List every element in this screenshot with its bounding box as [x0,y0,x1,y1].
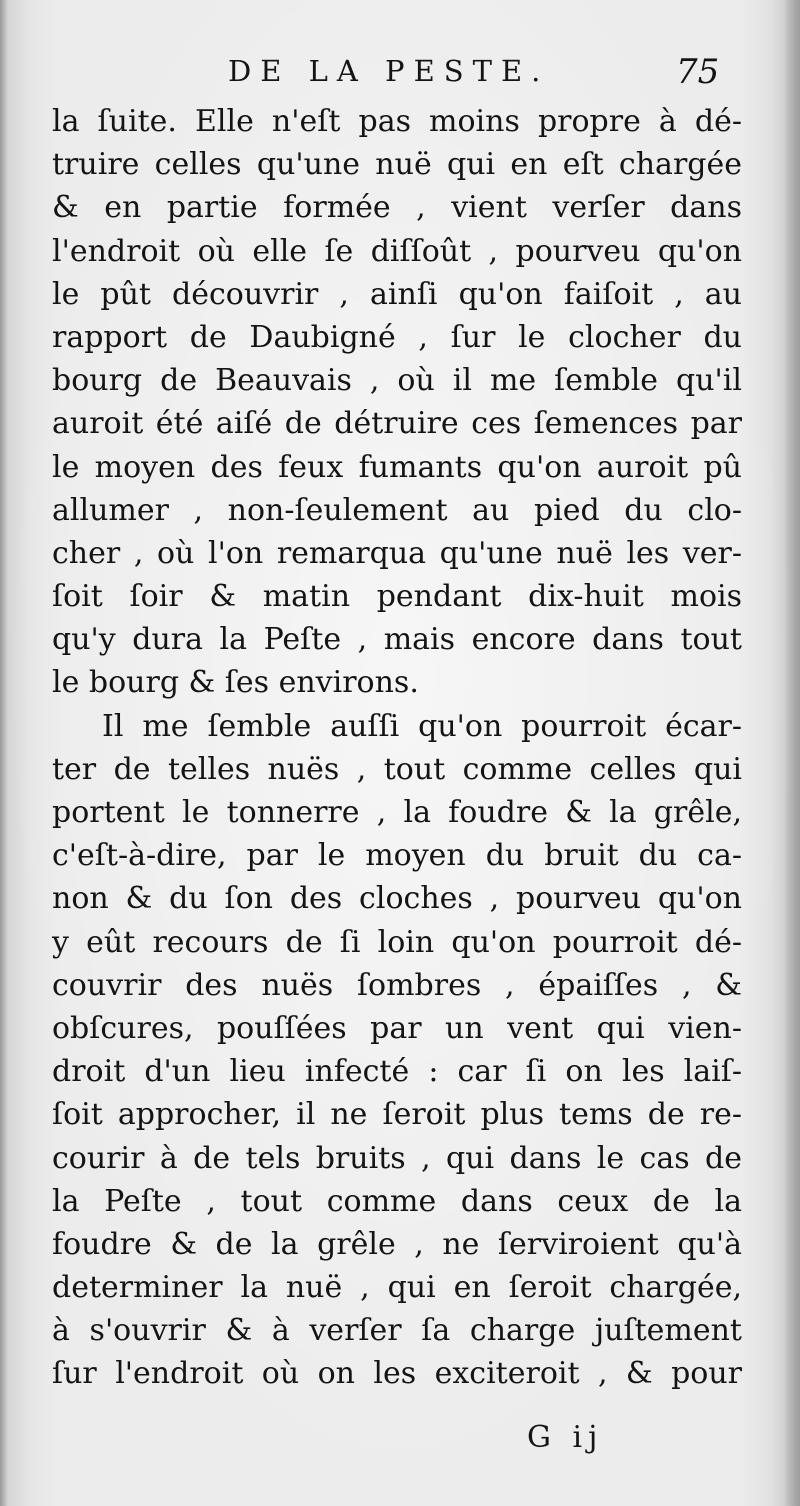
text-line: droit d'un lieu infecté : car ſi on les laiſ- [52,1054,742,1090]
body-text [52,100,742,1396]
text-line: cher , où l'on remarqua qu'une nuë les ver- [52,535,742,571]
running-head [0,52,800,98]
text-line: ſur l'endroit où on les exciteroit , & pour [52,1356,742,1392]
text-line: foudre & de la grêle , ne ſerviroient qu'à [52,1226,742,1262]
text-line: truire celles qu'une nuë qui en eſt chargée [52,147,742,183]
text-line: le pût découvrir , ainſi qu'on faiſoit , au [52,276,742,312]
text-line: y eût recours de ſi loin qu'on pourroit dé- [52,924,742,960]
text-line: l'endroit où elle ſe diſſoût , pourveu qu'on [52,233,742,269]
text-line: la Peſte , tout comme dans ceux de la [52,1183,742,1219]
text-line: auroit été aiſé de détruire ces ſemences par [52,406,742,442]
running-title: DE LA PESTE. [228,54,550,88]
text-line: courir à de tels bruits , qui dans le cas de [52,1140,742,1176]
text-line: c'eſt-à-dire, par le moyen du bruit du ca- [52,838,742,874]
binding-shadow [0,0,8,1506]
paragraph [52,705,742,1396]
text-line: le moyen des feux fumants qu'on auroit pû [52,449,742,485]
text-line: rapport de Daubigné , ſur le clocher du [52,319,742,355]
page-edge-shadow [784,0,800,1506]
text-line: couvrir des nuës ſombres , épaiſſes , & [52,967,742,1003]
text-line: ſoit ſoir & matin pendant dix-huit mois [52,579,742,615]
text-line: portent le tonnerre , la foudre & la grêle, [52,795,742,830]
text-line: obſcures, pouſſées par un vent qui vien- [52,1010,742,1046]
text-line: allumer , non-ſeulement au pied du clo- [52,492,742,528]
text-line: ſoit approcher, il ne ſeroit plus tems de re- [52,1097,742,1133]
text-line: le bourg & ſes environs. [52,665,419,701]
text-line: bourg de Beauvais , où il me ſemble qu'il [52,363,742,399]
text-line: qu'y dura la Peſte , mais encore dans tout [52,622,742,658]
text-line: ter de telles nuës , tout comme celles qui [52,751,742,787]
signature-mark: G ij [527,1420,604,1455]
page-number: 75 [676,52,720,92]
text-line: determiner la nuë , qui en ſeroit chargée, [52,1270,742,1306]
text-line: la ſuite. Elle n'eſt pas moins propre à dé- [52,104,742,139]
paragraph [52,100,742,705]
text-line: non & du ſon des cloches , pourveu qu'on [52,881,742,917]
text-line: à s'ouvrir & à verſer ſa charge juſtement [52,1313,742,1349]
text-line: & en partie formée , vient verſer dans [52,190,742,226]
text-line: Il me ſemble auſſi qu'on pourroit écar- [102,708,742,744]
